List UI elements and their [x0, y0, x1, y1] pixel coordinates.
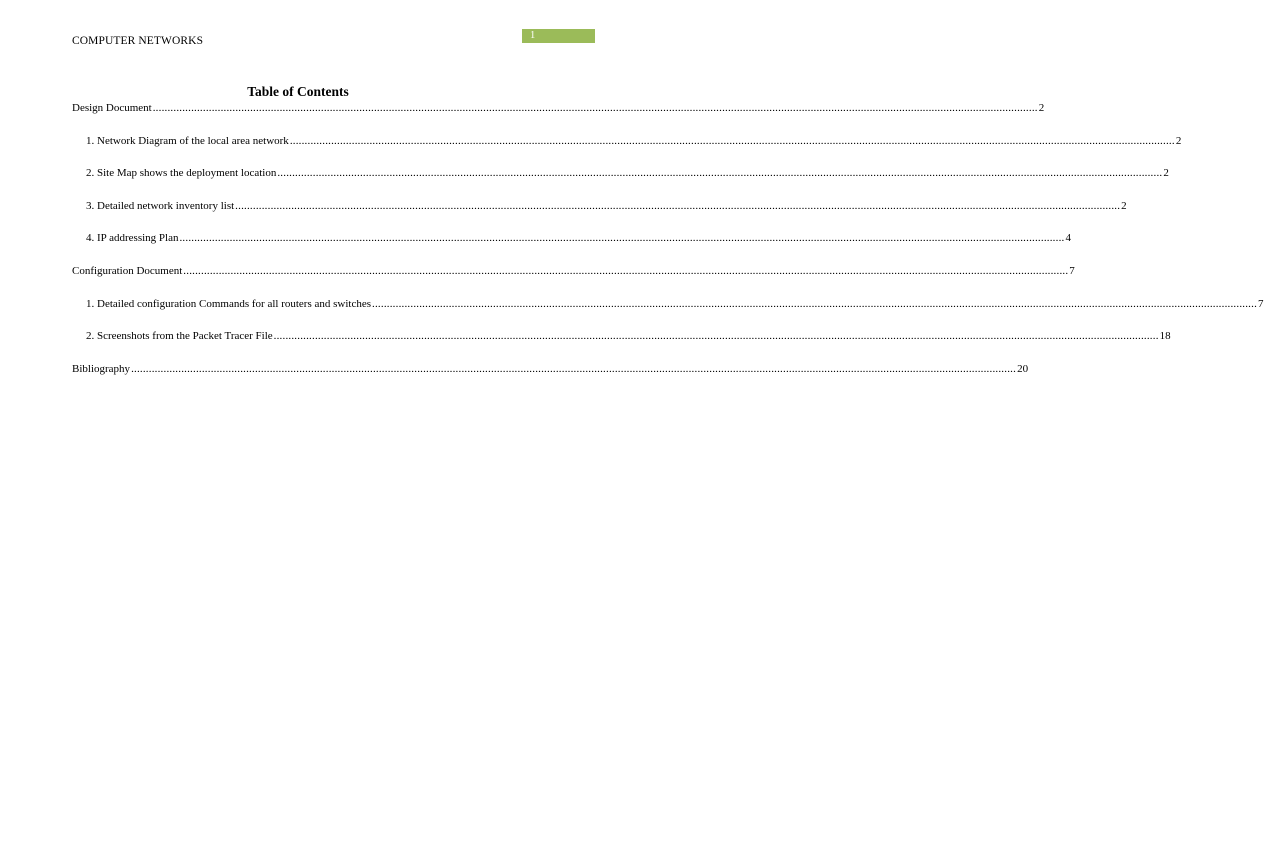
page-number-badge [522, 29, 595, 43]
toc-entry-label: Configuration Document [72, 265, 183, 277]
dot-leader: ............................................................................................................................................................................................................................................................................................................ [131, 363, 1017, 375]
toc-entry-label: 4. IP addressing Plan [86, 232, 179, 244]
toc-entry-inventory-list[interactable] [86, 199, 1127, 213]
toc-entry-page: 2 [1038, 102, 1045, 114]
toc-entry-label: 2. Screenshots from the Packet Tracer File [86, 330, 273, 342]
toc-entry-label: 1. Network Diagram of the local area network [86, 135, 289, 147]
dot-leader: ............................................................................................................................................................................................................................................................................................................ [372, 298, 1258, 310]
toc-entry-label: 3. Detailed network inventory list [86, 200, 235, 212]
toc-entry-page: 2 [1175, 135, 1182, 147]
dot-leader: ............................................................................................................................................................................................................................................................................................................ [277, 167, 1163, 179]
running-head: COMPUTER NETWORKS [72, 35, 204, 47]
toc-entry-page: 2 [1163, 167, 1169, 179]
toc-entry-configuration-commands[interactable] [86, 297, 1264, 311]
toc-entry-page: 2 [1121, 200, 1127, 212]
dot-leader: ............................................................................................................................................................................................................................................................................................................ [183, 265, 1069, 277]
dot-leader: ............................................................................................................................................................................................................................................................................................................ [179, 232, 1065, 244]
toc-entry-network-diagram[interactable] [86, 134, 1182, 148]
toc-entry-label: 2. Site Map shows the deployment location [86, 167, 277, 179]
toc-entry-configuration-document[interactable] [72, 264, 1075, 278]
dot-leader: ............................................................................................................................................................................................................................................................................................................ [152, 102, 1038, 114]
toc-entry-site-map[interactable] [86, 166, 1169, 180]
toc-entry-label: 1. Detailed configuration Commands for all routers and switches [86, 298, 372, 310]
toc-entry-ip-addressing-plan[interactable] [86, 231, 1071, 245]
toc-entry-page: 7 [1069, 265, 1075, 277]
toc-entry-bibliography[interactable] [72, 362, 1029, 376]
page-number: 1 [530, 30, 536, 41]
toc-entry-design-document[interactable] [72, 101, 1045, 115]
toc-entry-page: 4 [1065, 232, 1071, 244]
dot-leader: ............................................................................................................................................................................................................................................................................................................ [273, 330, 1159, 342]
toc-title: Table of Contents [247, 84, 349, 99]
toc-entry-label: Bibliography [72, 363, 131, 375]
dot-leader: ............................................................................................................................................................................................................................................................................................................ [289, 135, 1175, 147]
toc-entry-page: 7 [1258, 298, 1264, 310]
toc-entry-label: Design Document [72, 102, 152, 114]
toc-entry-packet-tracer-screenshots[interactable] [86, 329, 1171, 343]
toc-entry-page: 20 [1017, 363, 1029, 375]
dot-leader: ............................................................................................................................................................................................................................................................................................................ [235, 200, 1121, 212]
toc-entry-page: 18 [1159, 330, 1171, 342]
